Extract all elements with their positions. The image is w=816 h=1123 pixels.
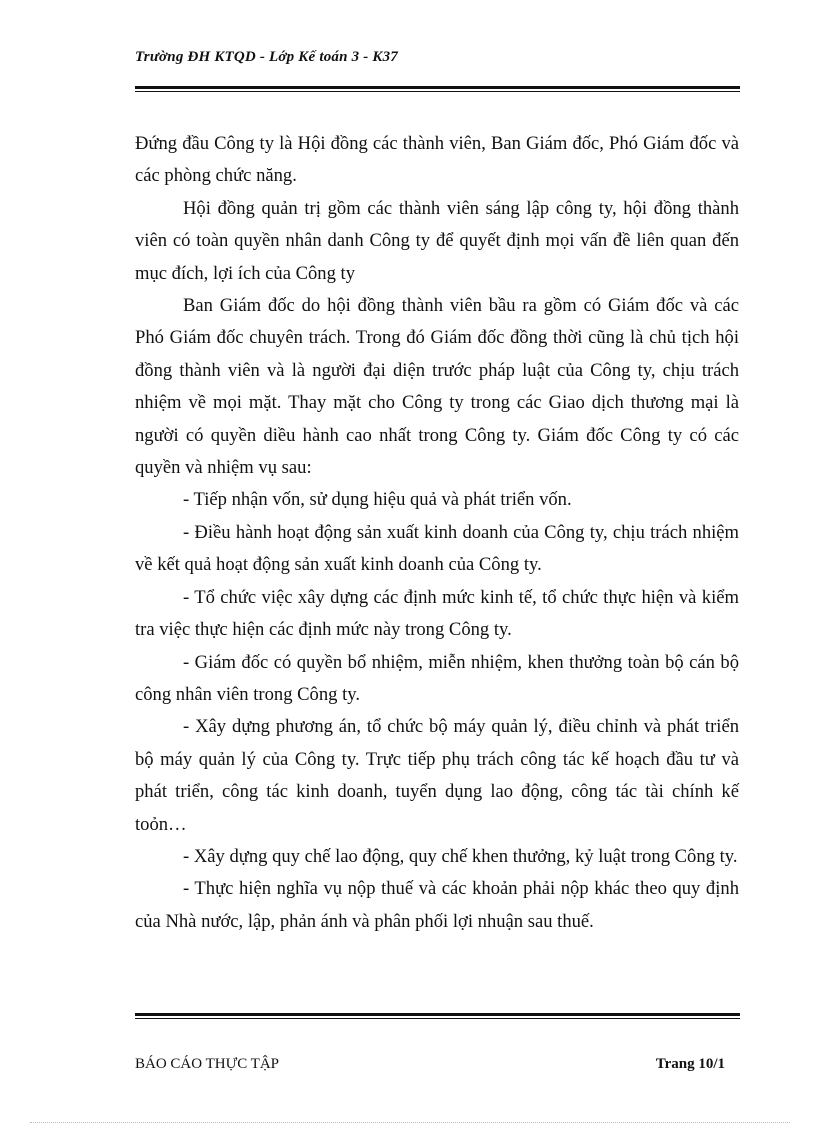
paragraph: Ban Giám đốc do hội đồng thành viên bầu ra gồm có Giám đốc và các Phó Giám đốc chuyên trách. Trong đó Giám đốc đồng thời cũng là chủ tịch hội đồng thành viên và là người đại diện trước pháp luật của Công ty, chịu trách nhiệm về mọi mặt. Thay mặt cho Công ty trong các Giao dịch thương mại là người có quyền diều hành cao nhất trong Công ty. Giám đốc Công ty có các quyền và nhiệm vụ sau: xyxy=(135,295,739,479)
page-footer xyxy=(135,1056,725,1073)
list-item: - Tổ chức việc xây dựng các định mức kinh tế, tổ chức thực hiện và kiểm tra việc thực hiện các định mức này trong Công ty. xyxy=(135,586,739,641)
footer-rule xyxy=(135,1013,740,1019)
list-item: - Điều hành hoạt động sản xuất kinh doanh của Công ty, chịu trách nhiệm về kết quả hoạt động sản xuất kinh doanh của Công ty. xyxy=(135,521,739,576)
page-header: Trường ĐH KTQD - Lớp Kế toán 3 - K37 xyxy=(135,49,398,65)
list-item: - Thực hiện nghĩa vụ nộp thuế và các khoản phải nộp khác theo quy định của Nhà nước, lập, phản ánh và phân phối lợi nhuận sau thuế. xyxy=(135,878,739,932)
list-item: - Xây dựng phương án, tổ chức bộ máy quản lý, điều chỉnh và phát triển bộ máy quản lý của Công ty. Trực tiếp phụ trách công tác kế hoạch đầu tư và phát triển, công tác kinh doanh, tuyển dụng lao động, công tác tài chính kế toỏn… xyxy=(135,716,739,835)
paragraph: Đứng đầu Công ty là Hội đồng các thành viên, Ban Giám đốc, Phó Giám đốc và các phòng chức năng. xyxy=(135,133,739,187)
list-item: - Tiếp nhận vốn, sử dụng hiệu quả và phát triển vốn. xyxy=(183,489,572,511)
header-rule xyxy=(135,86,740,92)
page-number: Trang 10/1 xyxy=(655,1056,725,1072)
document-body xyxy=(135,128,739,938)
footer-report-title: BÁO CÁO THỰC TẬP xyxy=(135,1056,280,1072)
paragraph: Hội đồng quản trị gồm các thành viên sáng lập công ty, hội đồng thành viên có toàn quyền nhân danh Công ty để quyết định mọi vấn đề liên quan đến mục đích, lợi ích của Công ty xyxy=(135,197,739,284)
list-item: - Xây dựng quy chế lao động, quy chế khen thưởng, kỷ luật trong Công ty. xyxy=(183,845,738,867)
list-item: - Giám đốc có quyền bổ nhiệm, miễn nhiệm, khen thưởng toàn bộ cán bộ công nhân viên trong Công ty. xyxy=(135,651,739,705)
